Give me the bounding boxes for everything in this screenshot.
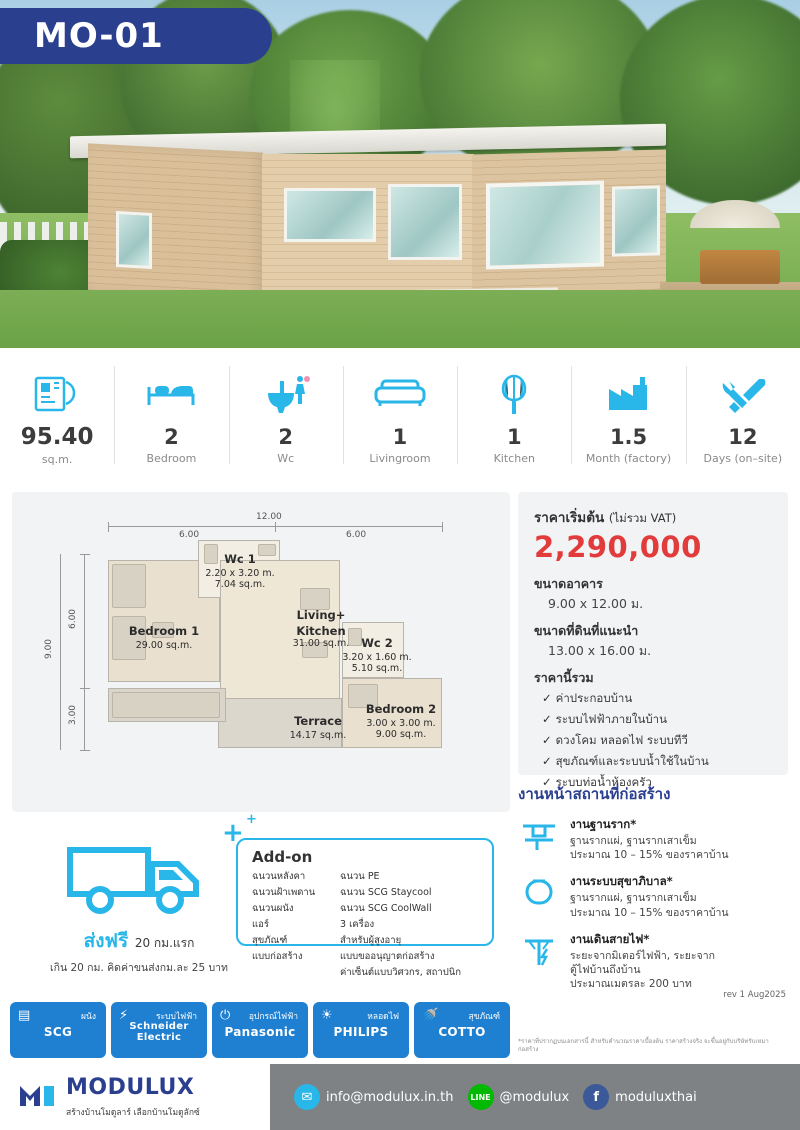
- included-item-text: ระบบท่อน้ำห้องครัว: [555, 775, 652, 789]
- line-icon: LINE: [468, 1084, 494, 1110]
- brand-scg: [10, 1002, 106, 1058]
- line-text: @modulux: [499, 1089, 570, 1105]
- site-work-line: ประมาณเมตรละ 200 บาท: [570, 978, 692, 991]
- tools-icon: [719, 371, 767, 419]
- site-work-title: งานระบบสุขาภิบาล*: [570, 874, 673, 889]
- facebook-icon: f: [583, 1084, 609, 1110]
- brand-philips: [313, 1002, 409, 1058]
- model-name: MO-01: [34, 16, 164, 56]
- wc1-name: Wc 1: [224, 552, 256, 566]
- dim-tick: [442, 522, 443, 532]
- brand-panasonic: [212, 1002, 308, 1058]
- addon-value: สำหรับผู้สูงอายุ: [340, 935, 402, 946]
- spec-bedroom: [114, 348, 228, 482]
- building-size-row: [534, 574, 772, 614]
- land-size-row: [534, 621, 772, 661]
- room-label-terrace: [276, 710, 360, 741]
- hero-image: [0, 0, 800, 348]
- brand-strip: [10, 1002, 510, 1058]
- spec-value: 1: [392, 425, 408, 449]
- wall-left: [88, 143, 263, 300]
- spec-unit: Bedroom: [146, 452, 197, 465]
- lawn-front: [0, 290, 800, 348]
- bulb-icon: ☀: [321, 1008, 333, 1023]
- dim-left-total: 9.00: [44, 638, 55, 660]
- terrace-name: Terrace: [294, 714, 342, 728]
- spec-wc: [229, 348, 343, 482]
- brand-schneider: [111, 1002, 207, 1058]
- floorplan-panel: [12, 492, 510, 812]
- spec-unit: sq.m.: [41, 453, 73, 466]
- electric-icon: ⚡: [119, 1008, 129, 1023]
- room-label-wc2: [332, 632, 422, 675]
- spec-bar: [0, 348, 800, 482]
- brand-tag: หลอดไฟ: [367, 1012, 399, 1022]
- room-label-wc1: [198, 548, 282, 591]
- model-badge: [0, 8, 272, 64]
- dim-left-upper: 6.00: [68, 608, 79, 630]
- spec-onsite-days: [686, 348, 800, 482]
- check-icon: ✓: [542, 754, 552, 768]
- spec-unit: Livingroom: [369, 452, 431, 465]
- sliding-door-icon: [486, 180, 604, 269]
- price-label-note: (ไม่รวม VAT): [608, 511, 677, 525]
- spec-value: 95.40: [20, 424, 94, 450]
- spec-value: 2: [278, 425, 294, 449]
- facebook-text: moduluxthai: [615, 1089, 697, 1105]
- logo-name: MODULUX: [66, 1075, 195, 1100]
- included-item-text: สุขภัณฑ์และระบบน้ำใช้ในบ้าน: [555, 754, 709, 768]
- foundation-icon: [518, 816, 560, 862]
- addon-list: [252, 869, 482, 980]
- living-name-line2: Kitchen: [296, 623, 346, 638]
- addon-key: แอร์: [252, 919, 269, 930]
- brand-name: COTTO: [438, 1025, 486, 1039]
- spec-value: 1.5: [609, 425, 648, 449]
- window-icon: [116, 211, 152, 269]
- dim-left-lower: 3.00: [68, 704, 79, 726]
- footer-logo-text: [66, 1075, 200, 1119]
- mail-icon: ✉: [294, 1084, 320, 1110]
- check-icon: ✓: [542, 712, 552, 726]
- bedroom2-name: Bedroom 2: [365, 702, 437, 716]
- window-icon: [284, 188, 376, 242]
- logo-sub: สร้างบ้านโมดูลาร์ เลือกบ้านโมดูลักซ์: [66, 1108, 200, 1118]
- land-size-label: ขนาดที่ดินที่แนะนำ: [534, 623, 639, 638]
- bedroom2-area: 9.00 sq.m.: [375, 729, 427, 741]
- power-icon: ⏻: [220, 1008, 231, 1023]
- spec-factory-time: [571, 348, 685, 482]
- list-item: [534, 732, 772, 750]
- addon-value: ฉนวน SCG CoolWall: [340, 903, 432, 914]
- brand-name: SCG: [43, 1025, 73, 1039]
- spec-value: 12: [728, 425, 758, 449]
- email-text: info@modulux.in.th: [326, 1089, 454, 1105]
- building-size-label: ขนาดอาคาร: [534, 576, 603, 591]
- spec-unit: Days (on–site): [703, 452, 783, 465]
- site-work-text: [570, 873, 729, 919]
- blueprint-icon: [33, 370, 81, 418]
- dim-top-right: 6.00: [346, 530, 367, 540]
- dim-tick: [80, 554, 90, 555]
- price-panel: [518, 492, 788, 789]
- included-item-text: ค่าประกอบบ้าน: [555, 691, 633, 705]
- price-value: 2,290,000: [534, 530, 702, 564]
- delivery-extra-text: เกิน 20 กม. คิดค่าขนส่งกม.ละ 25 บาท: [50, 962, 228, 974]
- furniture-car: [112, 692, 220, 718]
- addon-value: ฉนวน PE: [340, 871, 380, 882]
- plus-decoration-small-icon: +: [246, 812, 257, 827]
- site-work-line: ประมาณ 10 – 15% ของราคาบ้าน: [570, 906, 729, 919]
- factory-icon: [604, 371, 654, 419]
- truck-icon: [24, 834, 254, 926]
- spec-area: [0, 348, 114, 482]
- price-label-main: ราคาเริ่มต้น: [534, 510, 605, 526]
- delivery-free-suffix: 20 กม.แรก: [134, 936, 195, 950]
- terrace-area: 14.17 sq.m.: [289, 729, 347, 741]
- furniture-bed: [112, 564, 146, 608]
- wc2-size: 3.20 x 1.60 m.: [342, 651, 412, 663]
- site-work-line: ฐานรากแผ่, ฐานรากเสาเข็ม: [570, 835, 697, 847]
- wc2-name: Wc 2: [361, 636, 393, 650]
- umbrella-icon: [690, 200, 780, 228]
- building-size-value: 9.00 x 12.00 ม.: [548, 596, 644, 611]
- room-label-bedroom2: [348, 698, 454, 741]
- included-item-text: ดวงโคม หลอดไฟ ระบบทีวี: [555, 733, 688, 747]
- living-area: 31.00 sq.m.: [292, 637, 350, 649]
- bed-icon: [145, 371, 197, 419]
- bedroom2-size: 3.00 x 3.00 m.: [366, 717, 436, 729]
- brand-name: Schneider Electric: [129, 1021, 189, 1043]
- included-row: [534, 668, 772, 792]
- site-work-text: [570, 816, 729, 862]
- site-work-text: [570, 931, 715, 992]
- spec-value: 1: [506, 425, 522, 449]
- brand-name: Panasonic: [224, 1025, 296, 1039]
- brand-cotto: [414, 1002, 510, 1058]
- brand-name: PHILIPS: [333, 1025, 389, 1039]
- site-work-foundation: [518, 816, 788, 862]
- bedroom1-name: Bedroom 1: [128, 624, 200, 638]
- dim-tick: [80, 750, 90, 751]
- septic-tank-icon: [518, 873, 560, 919]
- footer-logo: [0, 1064, 270, 1130]
- land-size-value: 13.00 x 16.00 ม.: [548, 643, 652, 658]
- bedroom1-area: 29.00 sq.m.: [135, 639, 193, 651]
- site-work-line: ประมาณ 10 – 15% ของราคาบ้าน: [570, 849, 729, 862]
- brand-tag: ผนัง: [81, 1012, 96, 1022]
- dim-tick: [108, 522, 109, 532]
- site-work-title: งานเดินสายไฟ*: [570, 931, 650, 946]
- plus-decoration-icon: +: [222, 818, 244, 848]
- wc1-area: 7.04 sq.m.: [214, 579, 266, 591]
- addon-key: ฉนวนฝ้าเพดาน: [252, 887, 316, 898]
- dim-top-total: 12.00: [256, 512, 282, 522]
- spec-unit: Month (factory): [585, 452, 672, 465]
- addon-key: ฉนวนผนัง: [252, 903, 294, 914]
- addon-value: 3 เครื่อง: [340, 919, 375, 930]
- main-content: [0, 482, 800, 1062]
- site-work-electric: [518, 931, 788, 992]
- list-item: [534, 711, 772, 729]
- dim-line: [60, 554, 61, 750]
- wc1-size: 2.20 x 3.20 m.: [205, 567, 275, 579]
- window-icon: [388, 184, 462, 260]
- site-work-title: งานฐานราก*: [570, 817, 637, 831]
- delivery-free-text: ส่งฟรี: [83, 930, 129, 952]
- spec-livingroom: [343, 348, 457, 482]
- contact-line[interactable]: [468, 1084, 570, 1110]
- wc2-area: 5.10 sq.m.: [351, 663, 403, 675]
- site-work-line: ตู้ไฟบ้านถึงบ้าน: [570, 963, 641, 976]
- room-label-bedroom1: [100, 620, 228, 651]
- addon-key: ฉนวนหลังคา: [252, 871, 306, 882]
- delivery-block: [24, 834, 254, 976]
- brand-tag: ระบบไฟฟ้า: [155, 1012, 197, 1022]
- disclaimer-text: *ราคาที่ปรากฏบนเอกสารนี้ สำหรับคำนวณราคาเบื้องต้น ราคาสร้างจริง จะขึ้นอยู่กับบริษัทรับเหมาก่อสร้าง: [518, 1038, 769, 1054]
- brand-tag: อุปกรณ์ไฟฟ้า: [248, 1012, 298, 1022]
- spec-value: 2: [164, 425, 179, 449]
- dim-top-left: 6.00: [179, 530, 200, 540]
- contact-facebook[interactable]: [583, 1084, 697, 1110]
- modulux-logo-icon: [16, 1076, 58, 1118]
- addon-panel: [236, 838, 494, 978]
- site-work-sanitation: [518, 873, 788, 919]
- revision-text: rev 1 Aug2025: [723, 990, 786, 1000]
- check-icon: ✓: [542, 733, 552, 747]
- wall-icon: ▤: [18, 1008, 31, 1023]
- addon-key: [252, 965, 340, 980]
- delivery-free-line: [24, 926, 254, 956]
- included-item-text: ระบบไฟฟ้าภายในบ้าน: [555, 712, 667, 726]
- sofa-icon: [372, 371, 428, 419]
- window-icon: [612, 185, 660, 256]
- whisk-icon: [494, 371, 534, 419]
- spec-unit: Wc: [277, 452, 295, 465]
- brand-tag: สุขภัณฑ์: [468, 1012, 500, 1022]
- addon-value: ค่าเซ็นต์แบบวิศวกร, สถาปนิก: [340, 967, 461, 978]
- power-pole-icon: [518, 931, 560, 992]
- included-list: [534, 690, 772, 792]
- dim-tick: [80, 688, 90, 689]
- footer-contacts: [270, 1064, 800, 1130]
- addon-title: Add-on: [252, 848, 313, 866]
- included-label: ราคานี้รวม: [534, 670, 594, 685]
- patio-furniture: [700, 250, 780, 284]
- floorplan-drawing: [12, 492, 510, 812]
- addon-key: สุขภัณฑ์: [252, 935, 288, 946]
- toilet-icon: [260, 371, 312, 419]
- contact-email[interactable]: [294, 1084, 454, 1110]
- site-works-title: งานหน้าสถานที่ก่อสร้าง: [518, 785, 671, 803]
- living-name-line1: Living+: [296, 608, 346, 622]
- check-icon: ✓: [542, 775, 552, 789]
- spec-unit: Kitchen: [493, 452, 535, 465]
- site-work-line: ระยะจากมิเตอร์ไฟฟ้า, ระยะจาก: [570, 949, 715, 962]
- list-item: [534, 690, 772, 708]
- price-label: [534, 506, 772, 528]
- list-item: [534, 753, 772, 771]
- addon-value: ฉนวน SCG Staycool: [340, 887, 432, 898]
- footer: [0, 1064, 800, 1130]
- addon-key: แบบก่อสร้าง: [252, 951, 303, 962]
- site-work-line: ฐานรากแผ่, ฐานรากเสาเข็ม: [570, 892, 697, 905]
- dim-tick: [275, 522, 276, 532]
- addon-value: แบบขออนุญาตก่อสร้าง: [340, 951, 435, 962]
- dim-line: [84, 554, 85, 750]
- shower-icon: 🚿: [422, 1008, 439, 1023]
- check-icon: ✓: [542, 691, 552, 705]
- spec-kitchen: [457, 348, 571, 482]
